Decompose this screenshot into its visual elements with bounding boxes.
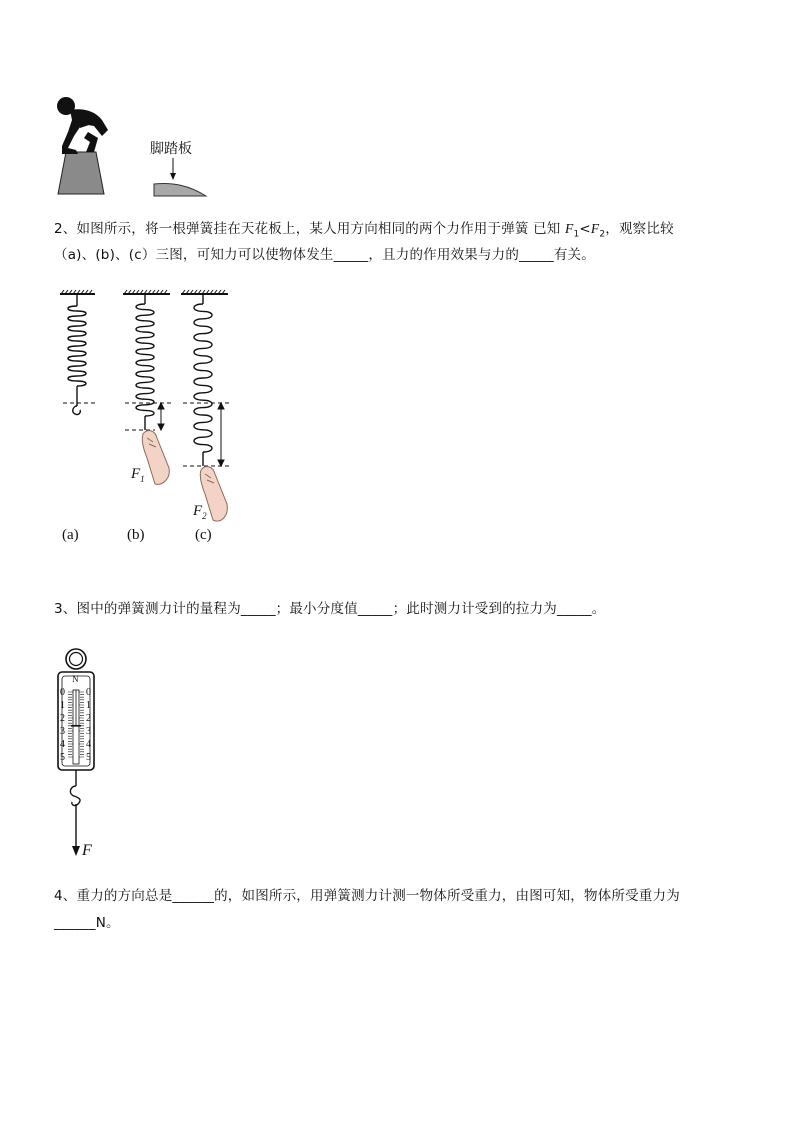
scale-number: 4: [86, 739, 91, 750]
force-f1-subscript: 1: [573, 229, 580, 240]
scale-number: 0: [86, 687, 91, 698]
spring-c: [194, 294, 212, 466]
pull-force-label: F: [82, 842, 92, 859]
hand-b: [142, 431, 169, 485]
question-2-line-2: （a)、(b)、(c）三图，可知力可以使物体发生_____，且力的作用效果与力的_____有关。: [54, 247, 595, 263]
scale-unit: N: [72, 674, 79, 684]
extension-arrow-b: [158, 403, 164, 430]
question-4-line-1: 4、重力的方向总是______的，如图所示，用弹簧测力计测一物体所受重力，由图可知，物体所受重力为: [54, 888, 680, 904]
scale-number: 1: [86, 700, 91, 711]
springs-figure: [55, 288, 240, 528]
scale-number: 4: [60, 739, 65, 750]
scale-numbers-left: [60, 686, 68, 764]
scale-number: 2: [86, 713, 91, 724]
scale-number: 3: [60, 726, 65, 737]
ceiling-b: [123, 290, 170, 294]
person-step-figure: [48, 92, 118, 198]
scale-number: 1: [60, 700, 65, 711]
footboard-figure: [150, 156, 210, 198]
scale-number: 5: [60, 752, 65, 763]
scale-number: 0: [60, 687, 65, 698]
question-2-text-b: ，观察比较: [605, 221, 674, 237]
spring-b: [136, 294, 154, 430]
scale-number: 5: [86, 752, 91, 763]
figure-label-a: (a): [62, 527, 79, 543]
ceiling-c: [181, 290, 228, 294]
less-than-sign: <: [579, 221, 591, 237]
force-f2-label: $F_2$: [193, 503, 207, 521]
scale-numbers-right: [86, 686, 94, 764]
force-f1-label: $F_1$: [131, 466, 145, 484]
question-4-line-2: ______N。: [54, 915, 120, 931]
footboard-label: 脚踏板: [150, 141, 192, 157]
scale-number: 2: [60, 713, 65, 724]
figure-label-b: (b): [127, 527, 145, 543]
spring-a: [68, 294, 86, 415]
question-3-text: 3、图中的弹簧测力计的量程为_____；最小分度值_____；此时测力计受到的拉力为_____。: [54, 601, 606, 617]
force-f1-symbol: F: [564, 221, 574, 236]
force-f2-subscript: 2: [599, 229, 606, 240]
force-f2-symbol: F: [590, 221, 600, 236]
extension-arrow-c: [218, 403, 224, 466]
figure-label-c: (c): [195, 527, 212, 543]
ceiling-a: [60, 290, 95, 294]
question-2-text-a: 2、如图所示，将一根弹簧挂在天花板上，某人用方向相同的两个力作用于弹簧 已知: [54, 221, 565, 237]
scale-number: 3: [86, 726, 91, 737]
